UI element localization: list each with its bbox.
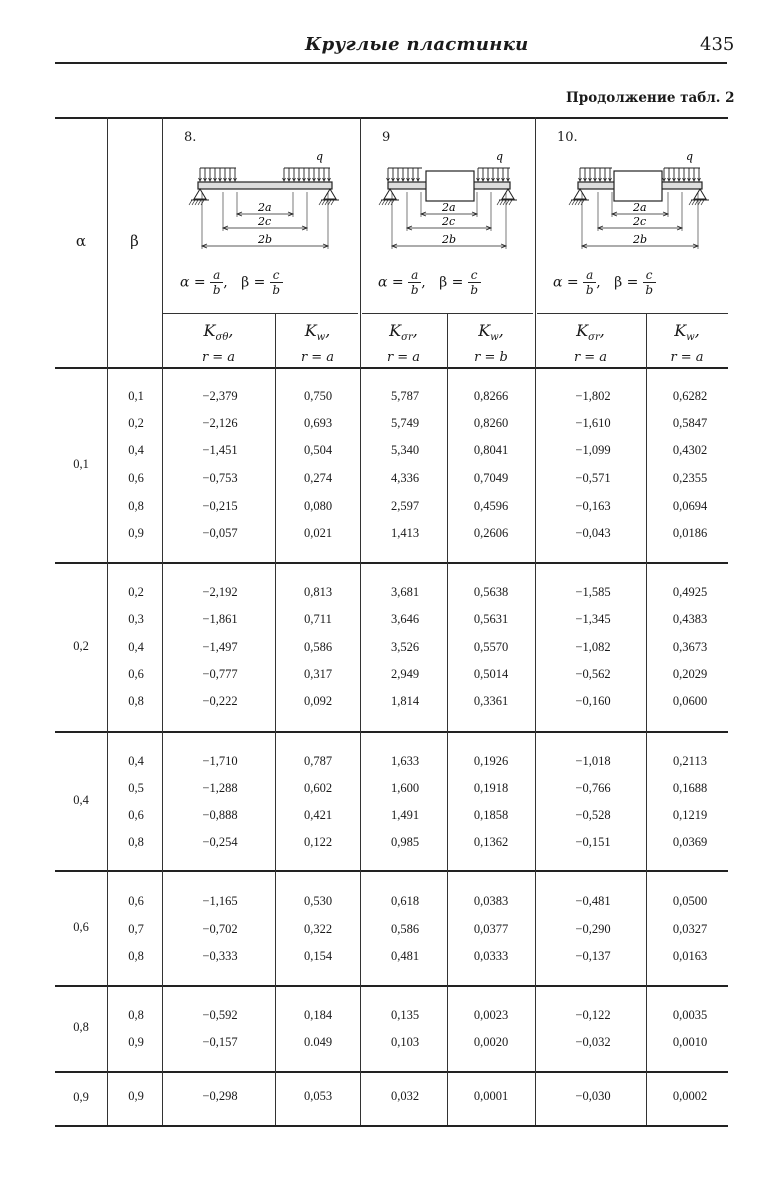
case-number: 8. bbox=[184, 130, 197, 145]
table-cell: 0,530 bbox=[303, 894, 333, 908]
table-cell: 1,413 bbox=[390, 526, 420, 540]
table-cell: −2,126 bbox=[202, 416, 238, 430]
table-cell: 0,092 bbox=[303, 694, 333, 708]
table-cell: 0,0500 bbox=[672, 894, 708, 908]
alpha-value: 0,6 bbox=[73, 919, 89, 934]
beta-column-header: β bbox=[130, 232, 139, 250]
table-cell: 5,340 bbox=[390, 443, 420, 457]
subheader-rule bbox=[537, 313, 728, 314]
alpha-value: 0,8 bbox=[73, 1020, 89, 1034]
svg-text:q: q bbox=[316, 150, 324, 163]
table-cell: −2,379 bbox=[202, 389, 238, 403]
table-cell: 0,618 bbox=[390, 894, 420, 908]
table-cell: 0,0333 bbox=[473, 949, 509, 963]
beta-value: 0,6 bbox=[128, 808, 144, 822]
table-cell: −0,032 bbox=[575, 1035, 611, 1049]
beta-value: 0,4 bbox=[128, 640, 144, 654]
table-cell: −0,222 bbox=[202, 694, 238, 708]
table-cell: 3,681 bbox=[390, 585, 420, 599]
subcolumn-separator bbox=[447, 313, 448, 1125]
table-cell: 0,3673 bbox=[672, 640, 708, 654]
table-cell: 0,053 bbox=[303, 1089, 333, 1103]
table-cell: −1,082 bbox=[575, 640, 611, 654]
beta-value: 0,6 bbox=[128, 471, 144, 485]
table-cell: 0,1918 bbox=[473, 781, 509, 795]
table-cell: −1,018 bbox=[575, 754, 611, 768]
table-cell: −0,333 bbox=[202, 949, 238, 963]
table-cell: −0,057 bbox=[202, 526, 238, 540]
group-separator-rule bbox=[55, 870, 728, 872]
header-bottom-rule bbox=[55, 367, 728, 369]
table-cell: −0,481 bbox=[575, 894, 611, 908]
beta-value: 0,8 bbox=[128, 694, 144, 708]
table-cell: 0,317 bbox=[303, 667, 333, 681]
svg-text:2a: 2a bbox=[633, 201, 647, 214]
beta-value: 0,8 bbox=[128, 835, 144, 849]
table-cell: −0,137 bbox=[575, 949, 611, 963]
table-cell: −1,710 bbox=[202, 754, 238, 768]
table-cell: 0,421 bbox=[303, 808, 333, 822]
table-cell: −0,298 bbox=[202, 1089, 238, 1103]
table-cell: 0,4302 bbox=[672, 443, 708, 457]
subcolumn-separator bbox=[646, 313, 647, 1125]
coefficient-header: $K_{\sigma r}$, r = a bbox=[573, 321, 608, 366]
beta-value: 0,8 bbox=[128, 1008, 144, 1022]
table-cell: −1,861 bbox=[202, 612, 238, 626]
table-cell: −1,802 bbox=[575, 389, 611, 403]
coefficient-header: $K_{\sigma r}$, r = a bbox=[386, 321, 421, 366]
beta-value: 0,7 bbox=[128, 922, 144, 936]
table-cell: 0,1219 bbox=[672, 808, 708, 822]
beta-value: 0,9 bbox=[128, 526, 144, 540]
table-cell: 0,103 bbox=[390, 1035, 420, 1049]
table-cell: 0,0377 bbox=[473, 922, 509, 936]
table-cell: 5,787 bbox=[390, 389, 420, 403]
beta-value: 0,4 bbox=[128, 754, 144, 768]
table-cell: 0,1926 bbox=[473, 754, 509, 768]
table-cell: 0,0010 bbox=[672, 1035, 708, 1049]
table-cell: −0,122 bbox=[575, 1008, 611, 1022]
alpha-column-header: α bbox=[75, 232, 87, 250]
table-cell: 0,8260 bbox=[473, 416, 509, 430]
table-cell: 0,3361 bbox=[473, 694, 509, 708]
table-cell: 5,749 bbox=[390, 416, 420, 430]
table-cell: −0,157 bbox=[202, 1035, 238, 1049]
group-separator-rule bbox=[55, 562, 728, 564]
table-cell: 0,4596 bbox=[473, 499, 509, 513]
table-cell: 0,787 bbox=[303, 754, 333, 768]
table-cell: 0,0023 bbox=[473, 1008, 509, 1022]
table-cell: 4,336 bbox=[390, 471, 420, 485]
table-cell: −2,192 bbox=[202, 585, 238, 599]
table-cell: −0,160 bbox=[575, 694, 611, 708]
table-cell: 0,5014 bbox=[473, 667, 509, 681]
table-cell: 1,633 bbox=[390, 754, 420, 768]
table-cell: 0,0186 bbox=[672, 526, 708, 540]
table-cell: −0,215 bbox=[202, 499, 238, 513]
case-number: 9 bbox=[382, 130, 391, 145]
table-cell: 3,526 bbox=[390, 640, 420, 654]
group-separator-rule bbox=[55, 731, 728, 733]
table-cell: 0,2606 bbox=[473, 526, 509, 540]
table-cell: 0,184 bbox=[303, 1008, 333, 1022]
table-cell: 0,0383 bbox=[473, 894, 509, 908]
table-cell: 0,021 bbox=[303, 526, 333, 540]
table-cell: 0,080 bbox=[303, 499, 333, 513]
svg-text:2a: 2a bbox=[442, 201, 456, 214]
svg-text:2a: 2a bbox=[258, 201, 272, 214]
beta-value: 0,2 bbox=[128, 585, 144, 599]
table-cell: −0,571 bbox=[575, 471, 611, 485]
beta-value: 0,8 bbox=[128, 949, 144, 963]
table-cell: 0,0035 bbox=[672, 1008, 708, 1022]
table-cell: 0,4925 bbox=[672, 585, 708, 599]
group-separator-rule bbox=[55, 1071, 728, 1073]
table-cell: 0,5638 bbox=[473, 585, 509, 599]
table-cell: 0,813 bbox=[303, 585, 333, 599]
table-cell: 0,750 bbox=[303, 389, 333, 403]
page-number: 435 bbox=[700, 34, 735, 55]
beta-value: 0,2 bbox=[128, 416, 144, 430]
svg-text:q: q bbox=[686, 150, 694, 163]
table-cell: 0,0327 bbox=[672, 922, 708, 936]
table-cell: −1,288 bbox=[202, 781, 238, 795]
table-cell: 1,491 bbox=[390, 808, 420, 822]
table-cell: 0,1688 bbox=[672, 781, 708, 795]
ratio-formula: α = $\frac{a}{b}$ , β = $\frac{c}{b}$ bbox=[553, 268, 656, 297]
table-cell: 0.049 bbox=[303, 1035, 333, 1049]
svg-text:q: q bbox=[496, 150, 504, 163]
table-cell: 0,1858 bbox=[473, 808, 509, 822]
table-cell: 1,600 bbox=[390, 781, 420, 795]
beta-value: 0,3 bbox=[128, 612, 144, 626]
table-cell: 0,5847 bbox=[672, 416, 708, 430]
svg-text:2c: 2c bbox=[258, 215, 272, 228]
table-cell: −0,753 bbox=[202, 471, 238, 485]
table-cell: 0,481 bbox=[390, 949, 420, 963]
table-cell: −0,151 bbox=[575, 835, 611, 849]
alpha-value: 0,2 bbox=[73, 638, 89, 653]
coefficient-header: $K_{\sigma\theta}$, r = a bbox=[201, 321, 236, 366]
svg-text:2b: 2b bbox=[442, 233, 457, 246]
table-cell: 0,2029 bbox=[672, 667, 708, 681]
beta-value: 0,9 bbox=[128, 1089, 144, 1103]
table-cell: 0,154 bbox=[303, 949, 333, 963]
table-cell: 3,646 bbox=[390, 612, 420, 626]
table-cell: 0,586 bbox=[303, 640, 333, 654]
table-cell: −0,163 bbox=[575, 499, 611, 513]
svg-text:2b: 2b bbox=[633, 233, 648, 246]
beta-value: 0,5 bbox=[128, 781, 144, 795]
table-cell: 0,985 bbox=[390, 835, 420, 849]
beta-value: 0,9 bbox=[128, 1035, 144, 1049]
table-top-rule bbox=[55, 117, 728, 119]
beta-value: 0,8 bbox=[128, 499, 144, 513]
alpha-value: 0,9 bbox=[73, 1090, 89, 1104]
table-cell: 0,586 bbox=[390, 922, 420, 936]
svg-text:2c: 2c bbox=[442, 215, 456, 228]
table-cell: −0,290 bbox=[575, 922, 611, 936]
table-cell: 0,6282 bbox=[672, 389, 708, 403]
table-cell: −0,030 bbox=[575, 1089, 611, 1103]
table-cell: 0,5570 bbox=[473, 640, 509, 654]
table-cell: 0,693 bbox=[303, 416, 333, 430]
table-cell: −1,165 bbox=[202, 894, 238, 908]
table-cell: −1,585 bbox=[575, 585, 611, 599]
table-cell: −0,528 bbox=[575, 808, 611, 822]
svg-text:2b: 2b bbox=[258, 233, 273, 246]
table-cell: 0,0001 bbox=[473, 1089, 509, 1103]
header-rule bbox=[55, 62, 727, 64]
table-cell: 0,2113 bbox=[673, 754, 707, 768]
table-cell: −0,888 bbox=[202, 808, 238, 822]
coefficient-header: $K_w$, r = b bbox=[474, 321, 508, 366]
beta-value: 0,1 bbox=[128, 389, 144, 403]
coefficient-header: $K_w$, r = a bbox=[300, 321, 335, 366]
table-cell: 0,4383 bbox=[672, 612, 708, 626]
table-bottom-rule bbox=[55, 1125, 728, 1127]
table-cell: 0,0694 bbox=[672, 499, 708, 513]
table-cell: −0,702 bbox=[202, 922, 238, 936]
subcolumn-separator bbox=[275, 313, 276, 1125]
table-cell: −0,592 bbox=[202, 1008, 238, 1022]
table-cell: 0,135 bbox=[390, 1008, 420, 1022]
table-cell: 2,949 bbox=[390, 667, 420, 681]
table-cell: 0,0002 bbox=[672, 1089, 708, 1103]
table-continuation-caption: Продолжение табл. 2 bbox=[566, 90, 735, 106]
table-cell: −1,345 bbox=[575, 612, 611, 626]
table-cell: 2,597 bbox=[390, 499, 420, 513]
table-cell: 0,602 bbox=[303, 781, 333, 795]
alpha-value: 0,1 bbox=[73, 456, 89, 471]
coefficient-header: $K_w$, r = a bbox=[670, 321, 704, 366]
table-cell: 1,814 bbox=[390, 694, 420, 708]
table-cell: −0,766 bbox=[575, 781, 611, 795]
table-cell: 0,274 bbox=[303, 471, 333, 485]
ratio-formula: α = $\frac{a}{b}$ , β = $\frac{c}{b}$ bbox=[180, 268, 283, 297]
table-cell: 0,5631 bbox=[473, 612, 509, 626]
table-cell: 0,1362 bbox=[473, 835, 509, 849]
beta-value: 0,6 bbox=[128, 894, 144, 908]
beta-value: 0,6 bbox=[128, 667, 144, 681]
case-number: 10. bbox=[557, 130, 578, 145]
table-cell: 0,8266 bbox=[473, 389, 509, 403]
beta-value: 0,4 bbox=[128, 443, 144, 457]
table-cell: 0,8041 bbox=[473, 443, 509, 457]
table-cell: 0,711 bbox=[304, 612, 332, 626]
table-cell: −1,099 bbox=[575, 443, 611, 457]
table-cell: 0,0163 bbox=[672, 949, 708, 963]
table-cell: 0,032 bbox=[390, 1089, 420, 1103]
table-cell: 0,0020 bbox=[473, 1035, 509, 1049]
table-cell: 0,0369 bbox=[672, 835, 708, 849]
subheader-rule bbox=[162, 313, 358, 314]
table-cell: 0,2355 bbox=[672, 471, 708, 485]
table-cell: 0,7049 bbox=[473, 471, 509, 485]
table-cell: 0,122 bbox=[303, 835, 333, 849]
ratio-formula: α = $\frac{a}{b}$ , β = $\frac{c}{b}$ bbox=[378, 268, 481, 297]
table-cell: 0,322 bbox=[303, 922, 333, 936]
svg-text:2c: 2c bbox=[633, 215, 647, 228]
table-cell: −0,777 bbox=[202, 667, 238, 681]
table-cell: −1,497 bbox=[202, 640, 238, 654]
table-cell: −0,043 bbox=[575, 526, 611, 540]
table-cell: 0,504 bbox=[303, 443, 333, 457]
table-cell: −0,562 bbox=[575, 667, 611, 681]
group-separator-rule bbox=[55, 985, 728, 987]
table-cell: 0,0600 bbox=[672, 694, 708, 708]
table-cell: −1,610 bbox=[575, 416, 611, 430]
table-cell: −0,254 bbox=[202, 835, 238, 849]
table-cell: −1,451 bbox=[202, 443, 238, 457]
page-header-title: Круглые пластинки bbox=[305, 34, 529, 55]
alpha-value: 0,4 bbox=[73, 792, 89, 807]
